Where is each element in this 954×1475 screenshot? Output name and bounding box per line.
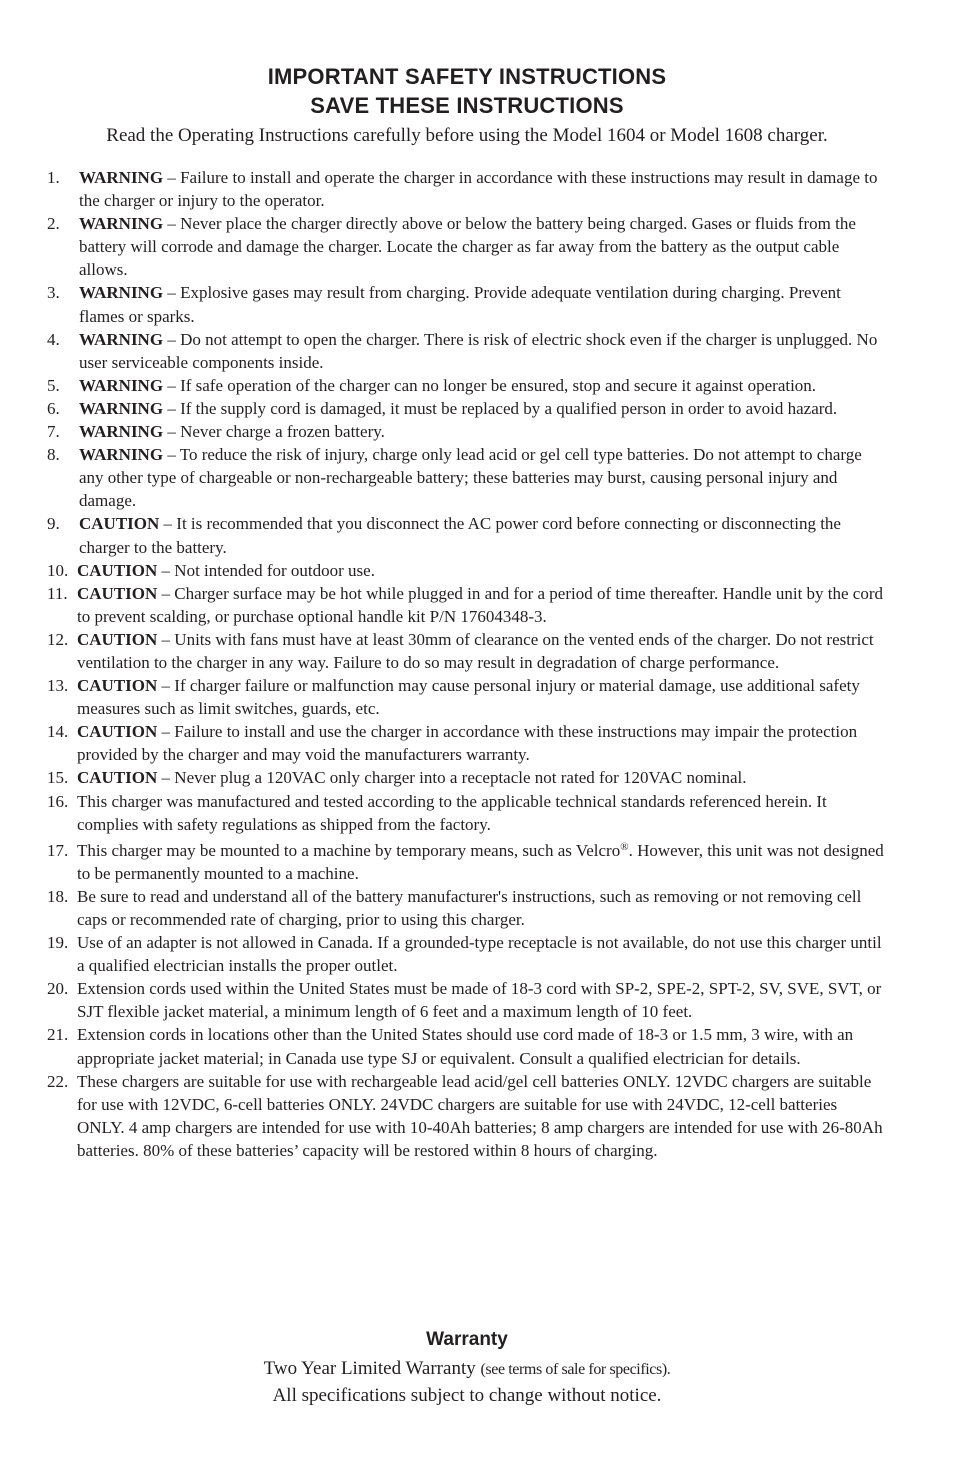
item-text: – If the supply cord is damaged, it must be replaced by a qualified person in order to avoid hazard. <box>163 398 838 418</box>
item-body <box>0 166 889 212</box>
warranty-term: Two Year Limited Warranty <box>263 1358 481 1379</box>
item-number: 6. <box>47 398 60 418</box>
list-item <box>0 1070 954 1162</box>
list-item <box>0 720 954 766</box>
list-item <box>0 443 954 512</box>
intro-text: Read the Operating Instructions carefully before using the Model 1604 or Model 1608 charger. <box>106 125 828 146</box>
item-body <box>0 720 887 766</box>
item-label: CAUTION <box>79 514 160 534</box>
item-text: – Explosive gases may result from charging. Provide adequate ventilation during charging. Prevent flames or sparks. <box>79 283 841 326</box>
list-item <box>0 582 954 628</box>
item-number: 20. <box>47 979 69 999</box>
item-number: 7. <box>47 422 60 442</box>
item-body <box>0 512 889 558</box>
list-item <box>0 166 954 212</box>
item-text: – Units with fans must have at least 30mm of clearance on the vented ends of the charger. Do not restrict ventilation to the charger in any way. Failure to do so may result in degradation of charge performance. <box>77 629 874 672</box>
list-item <box>0 977 954 1023</box>
list-item <box>0 885 954 931</box>
list-item <box>0 420 954 443</box>
list-item <box>0 212 954 281</box>
item-body <box>0 281 889 327</box>
item-text: – Never charge a frozen battery. <box>163 422 385 442</box>
item-text: – Never place the charger directly above or below the battery being charged. Gases or fluids from the battery will corrode and damage the charger. Locate the charger as far away from the battery as the output cable allows. <box>79 214 856 280</box>
list-item <box>0 931 954 977</box>
item-label: CAUTION <box>77 629 158 649</box>
item-number: 9. <box>47 514 60 534</box>
item-body <box>0 212 889 281</box>
item-number: 13. <box>47 676 69 696</box>
item-text: – Failure to install and use the charger in accordance with these instructions may impair the protection provided by the charger and may void the manufacturers warranty. <box>77 722 858 765</box>
list-item <box>0 559 954 582</box>
item-number: 10. <box>47 560 69 580</box>
warranty-heading: Warranty <box>426 1329 508 1350</box>
item-text: This charger was manufactured and tested according to the applicable technical standards referenced herein. It complies with safety regulations as shipped from the factory. <box>77 791 827 834</box>
item-text: – Not intended for outdoor use. <box>157 560 375 580</box>
page-subtitle: SAVE THESE INSTRUCTIONS <box>310 93 624 118</box>
warranty-line-2: All specifications subject to change without notice. <box>272 1385 662 1406</box>
item-number: 17. <box>47 840 69 860</box>
item-text: – Charger surface may be hot while plugged in and for a period of time thereafter. Handle unit by the cord to prevent scalding, or purchase optional handle kit P/N 17604348-3. <box>77 583 884 626</box>
item-body <box>0 931 887 977</box>
item-text: Extension cords used within the United States must be made of 18-3 cord with SP-2, SPE-2, SPT-2, SV, SVE, SVT, or SJT flexible jacket material, a minimum length of 6 feet and a maximum length of 10 feet. <box>77 979 882 1022</box>
item-text: Extension cords in locations other than the United States should use cord made of 18-3 or 1.5 mm, 3 wire, with an appropriate jacket material; in Canada use type SJ or equivalent. Consult a qualified electrician for details. <box>77 1025 854 1068</box>
item-label: WARNING <box>79 329 164 349</box>
item-text: – It is recommended that you disconnect the AC power cord before connecting or disconnecting the charger to the battery. <box>79 514 841 557</box>
warranty-note: (see terms of sale for specifics). <box>480 1361 671 1378</box>
item-text: – Do not attempt to open the charger. There is risk of electric shock even if the charger is unplugged. No user serviceable components inside. <box>79 329 878 372</box>
item-text-continued: . However, this unit was not designed to be permanently mounted to a machine. <box>77 840 884 883</box>
item-body <box>0 1070 887 1162</box>
item-label: WARNING <box>79 283 164 303</box>
item-body <box>0 839 887 885</box>
item-number: 8. <box>47 445 60 465</box>
item-body <box>0 374 889 397</box>
item-body <box>0 977 887 1023</box>
item-number: 15. <box>47 768 69 788</box>
item-label: WARNING <box>79 445 164 465</box>
item-text: – Failure to install and operate the charger in accordance with these instructions may result in damage to the charger or injury to the operator. <box>79 168 878 211</box>
item-number: 21. <box>47 1025 69 1045</box>
page-title: IMPORTANT SAFETY INSTRUCTIONS <box>267 64 667 89</box>
list-item <box>0 1023 954 1069</box>
list-item <box>0 281 954 327</box>
item-text: Use of an adapter is not allowed in Canada. If a grounded-type receptacle is not available, do not use this charger until a qualified electrician installs the proper outlet. <box>77 933 882 976</box>
warranty-line-1 <box>0 1357 934 1382</box>
list-item <box>0 790 954 836</box>
item-body <box>0 1023 887 1069</box>
list-item <box>0 674 954 720</box>
list-item <box>0 512 954 558</box>
item-number: 11. <box>47 583 68 603</box>
item-text: – If charger failure or malfunction may cause personal injury or material damage, use additional safety measures such as limit switches, guards, etc. <box>77 676 860 719</box>
item-body <box>0 582 887 628</box>
item-body <box>0 443 889 512</box>
item-label: WARNING <box>79 214 164 234</box>
item-text: – To reduce the risk of injury, charge only lead acid or gel cell type batteries. Do not attempt to charge any other type of chargeable or non-rechargeable battery; these batteries may burst, causing personal injury and damage. <box>79 445 862 511</box>
item-label: CAUTION <box>77 583 158 603</box>
item-body <box>0 328 889 374</box>
list-item <box>0 766 954 789</box>
item-label: WARNING <box>79 422 164 442</box>
item-number: 19. <box>47 933 69 953</box>
registered-mark: ® <box>620 840 629 853</box>
item-body <box>0 766 887 789</box>
list-item <box>0 397 954 420</box>
item-label: WARNING <box>79 168 164 187</box>
safety-instructions-list <box>0 166 954 1162</box>
item-number: 12. <box>47 629 69 649</box>
item-label: CAUTION <box>77 560 158 580</box>
list-item <box>0 628 954 674</box>
item-number: 3. <box>47 283 60 303</box>
item-text: Be sure to read and understand all of the battery manufacturer's instructions, such as removing or not removing cell caps or recommended rate of charging, prior to using this charger. <box>77 886 862 929</box>
item-body <box>0 420 889 443</box>
list-item <box>0 374 954 397</box>
item-label: WARNING <box>79 375 164 395</box>
item-body <box>0 674 887 720</box>
item-label: CAUTION <box>77 676 158 696</box>
item-number: 18. <box>47 886 69 906</box>
item-body <box>0 885 887 931</box>
item-text: – If safe operation of the charger can no longer be ensured, stop and secure it against operation. <box>163 375 817 395</box>
item-label: WARNING <box>79 398 164 418</box>
item-body <box>0 628 887 674</box>
item-number: 1. <box>47 168 60 187</box>
item-number: 2. <box>47 214 60 234</box>
item-body <box>0 397 889 420</box>
item-text: These chargers are suitable for use with rechargeable lead acid/gel cell batteries ONLY. 12VDC chargers are suitable for use with 12VDC, 6-cell batteries ONLY. 24VDC chargers are suitable for use with 24VDC, 12-cell batteries ONLY. 4 amp chargers are intended for use with 10-40Ah batteries; 8 amp chargers are intended for use with 26-80Ah batteries. 80% of these batteries’ capacity will be restored within 8 hours of charging. <box>77 1071 883 1160</box>
item-number: 14. <box>47 722 69 742</box>
item-body <box>0 790 887 836</box>
item-text: This charger may be mounted to a machine by temporary means, such as Velcro <box>77 840 621 860</box>
item-number: 22. <box>47 1071 69 1091</box>
list-item <box>0 839 954 885</box>
list-item <box>0 328 954 374</box>
item-body <box>0 559 887 582</box>
item-text: – Never plug a 120VAC only charger into a receptacle not rated for 120VAC nominal. <box>157 768 747 788</box>
item-label: CAUTION <box>77 722 158 742</box>
item-number: 5. <box>47 375 60 395</box>
item-label: CAUTION <box>77 768 158 788</box>
item-number: 4. <box>47 329 60 349</box>
item-number: 16. <box>47 791 69 811</box>
